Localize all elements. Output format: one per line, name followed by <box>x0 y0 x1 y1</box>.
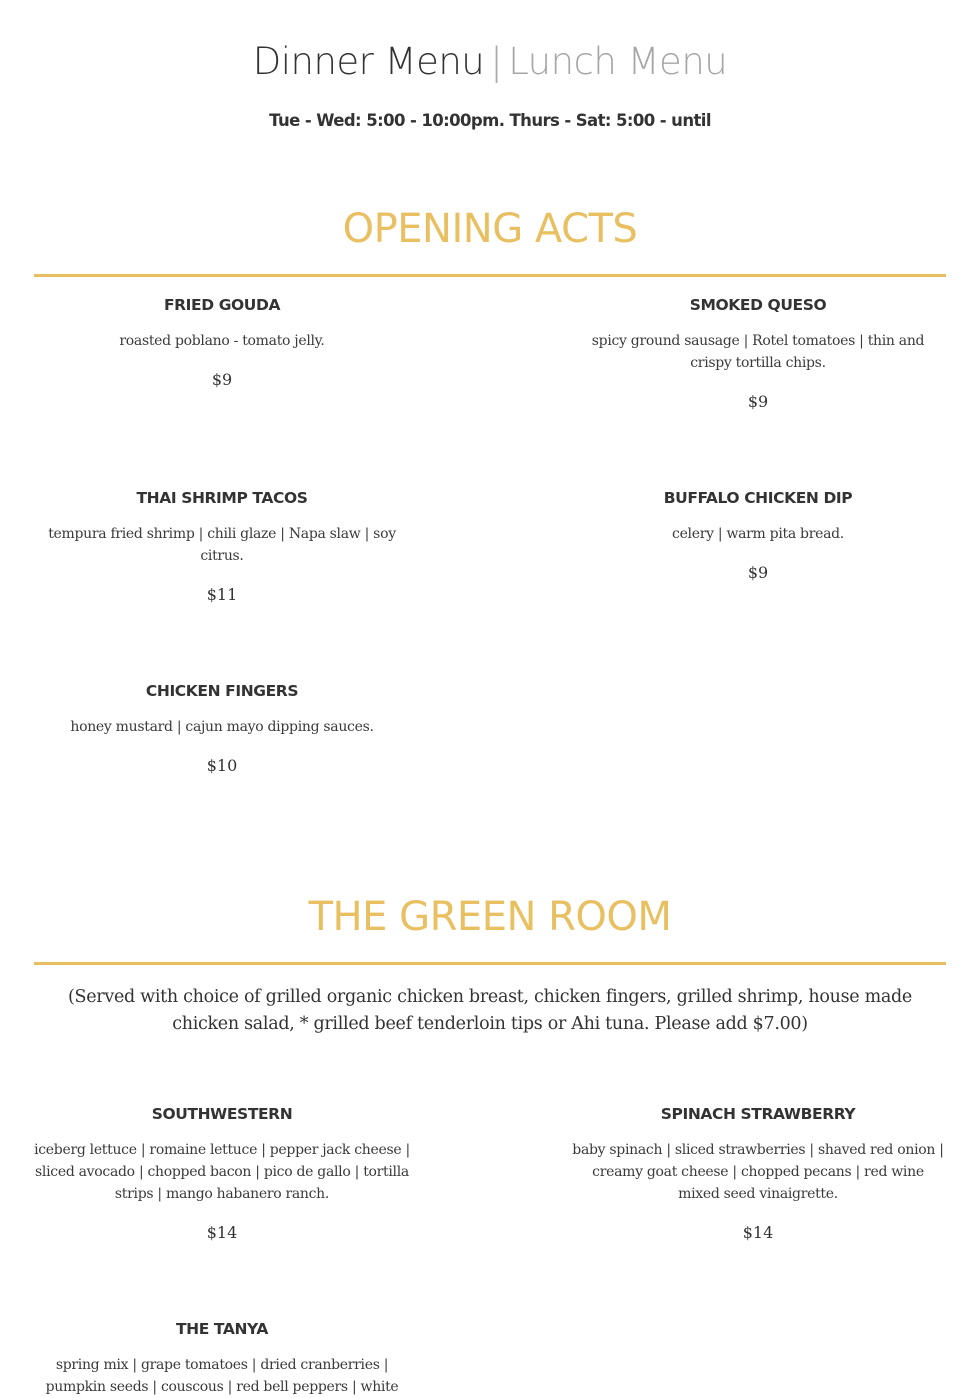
section-divider <box>34 274 946 277</box>
menu-item-name: CHICKEN FINGERS <box>145 682 299 700</box>
tab-dinner-menu[interactable]: Dinner Menu <box>252 40 485 83</box>
opening-hours: Tue - Wed: 5:00 - 10:00pm. Thurs - Sat: 5:00 - until <box>269 111 711 130</box>
menu-item-price: $11 <box>206 585 238 604</box>
menu-item-description: spring mix | grape tomatoes | dried cranberries | pumpkin seeds | couscous | red bell peppers | white <box>45 1357 399 1395</box>
menu-item-price: $9 <box>747 563 769 582</box>
section-title-green-room: THE GREEN ROOM <box>308 894 672 940</box>
menu-item-price: $9 <box>211 370 233 389</box>
menu-item <box>34 1319 410 1398</box>
menu-item-price: $14 <box>742 1223 774 1242</box>
section-note: (Served with choice of grilled organic chicken breast, chicken fingers, grilled shrimp, house made chicken salad, * grilled beef tenderloin tips or Ahi tuna. Please add $7.00) <box>68 987 912 1034</box>
menu-tabs <box>0 38 965 86</box>
menu-item-name: THE TANYA <box>175 1320 268 1338</box>
menu-item-name: THAI SHRIMP TACOS <box>136 489 308 507</box>
tab-lunch-menu[interactable]: Lunch Menu <box>508 40 728 83</box>
menu-item <box>34 295 410 391</box>
menu-item-description: spicy ground sausage | Rotel tomatoes | thin and crispy tortilla chips. <box>591 333 925 371</box>
menu-item-price: $9 <box>747 392 769 411</box>
tab-separator: | <box>490 40 503 83</box>
menu-item-description: celery | warm pita bread. <box>672 526 844 542</box>
menu-item-price: $14 <box>206 1223 238 1242</box>
menu-item <box>34 1104 410 1244</box>
menu-item-description: tempura fried shrimp | chili glaze | Napa slaw | soy citrus. <box>48 526 396 564</box>
section-divider <box>34 962 946 965</box>
menu-item-name: SPINACH STRAWBERRY <box>660 1105 856 1123</box>
menu-item <box>570 295 946 413</box>
menu-item <box>570 1104 946 1244</box>
menu-item-name: SOUTHWESTERN <box>151 1105 293 1123</box>
menu-item-description: roasted poblano - tomato jelly. <box>119 333 325 349</box>
menu-item-description: honey mustard | cajun mayo dipping sauces. <box>70 719 374 735</box>
menu-item-name: BUFFALO CHICKEN DIP <box>663 489 853 507</box>
menu-item-name: FRIED GOUDA <box>163 296 281 314</box>
menu-item <box>34 681 410 777</box>
menu-item-name: SMOKED QUESO <box>689 296 827 314</box>
menu-item <box>34 488 410 606</box>
menu-item-description: baby spinach | sliced strawberries | shaved red onion | creamy goat cheese | chopped pecans | red wine mixed seed vinaigrette. <box>572 1142 944 1202</box>
menu-item-description: iceberg lettuce | romaine lettuce | pepper jack cheese | sliced avocado | chopped bacon | pico de gallo | tortilla strips | mango habanero ranch. <box>34 1142 410 1202</box>
menu-item-price: $10 <box>206 756 238 775</box>
section-title-opening-acts: OPENING ACTS <box>342 206 638 252</box>
menu-item <box>570 488 946 584</box>
